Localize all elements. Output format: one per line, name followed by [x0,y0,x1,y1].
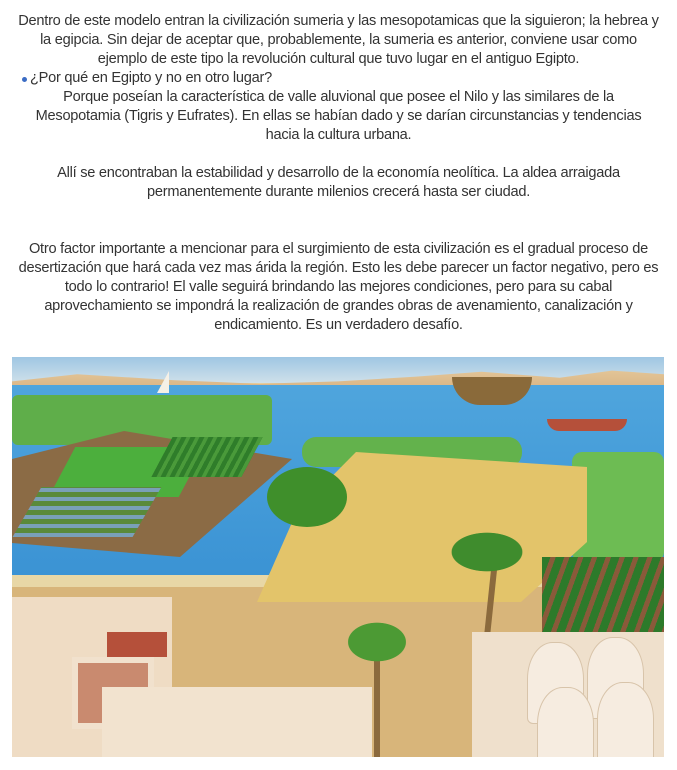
tiled-roof [107,632,167,657]
paragraph-neolithic: Allí se encontraban la estabilidad y desarrollo de la economía neolítica. La aldea arraigada permanentemente durante milenios crecerá hasta ser ciudad. [57,165,620,200]
paragraph-intro: Dentro de este modelo entran la civilización sumeria y las mesopotamicas que la siguieron; la hebrea y la egipcia. Sin dejar de aceptar que, probablemente, la sumeria es anterior, conviene usar como ejemplo de este tipo la revolución cultural que tuvo lugar en el antiguo Egipto. [18,13,659,67]
sailboat-icon [157,371,169,393]
bullet-item [0,69,677,88]
silo [597,682,654,757]
silo [537,687,594,757]
tree [267,467,347,527]
bullet-list [0,69,677,145]
palm-tree-icon [332,612,422,672]
egypt-village-illustration [12,357,664,757]
granary [472,632,664,757]
palm-tree-icon [432,522,542,582]
bullet-question: ¿Por qué en Egipto y no en otro lugar? [30,70,272,86]
paragraph-desertification: Otro factor importante a mencionar para el surgimiento de esta civilización es el gradual proceso de desertización que hará cada vez mas árida la región. Esto les debe parecer un factor negativo, pero es todo lo contrario! El valle seguirá brindando las mejores condiciones, pero para su cabal aprovechamiento se impondrá la realización de grandes obras de avenamiento, canalización y endicamiento. Es un verdadero desafío. [18,241,659,333]
bullet-dot-icon [22,77,27,82]
bullet-answer: Porque poseían la característica de valle aluvional que posee el Nilo y las similares de la Mesopotamia (Tigris y Eufrates). En ellas se habían dado y se darían circunstancias y tendencias hacia la cultura urbana. [35,89,642,143]
article-body [0,12,677,335]
houses-front [102,687,372,757]
rowing-boat [547,419,627,431]
